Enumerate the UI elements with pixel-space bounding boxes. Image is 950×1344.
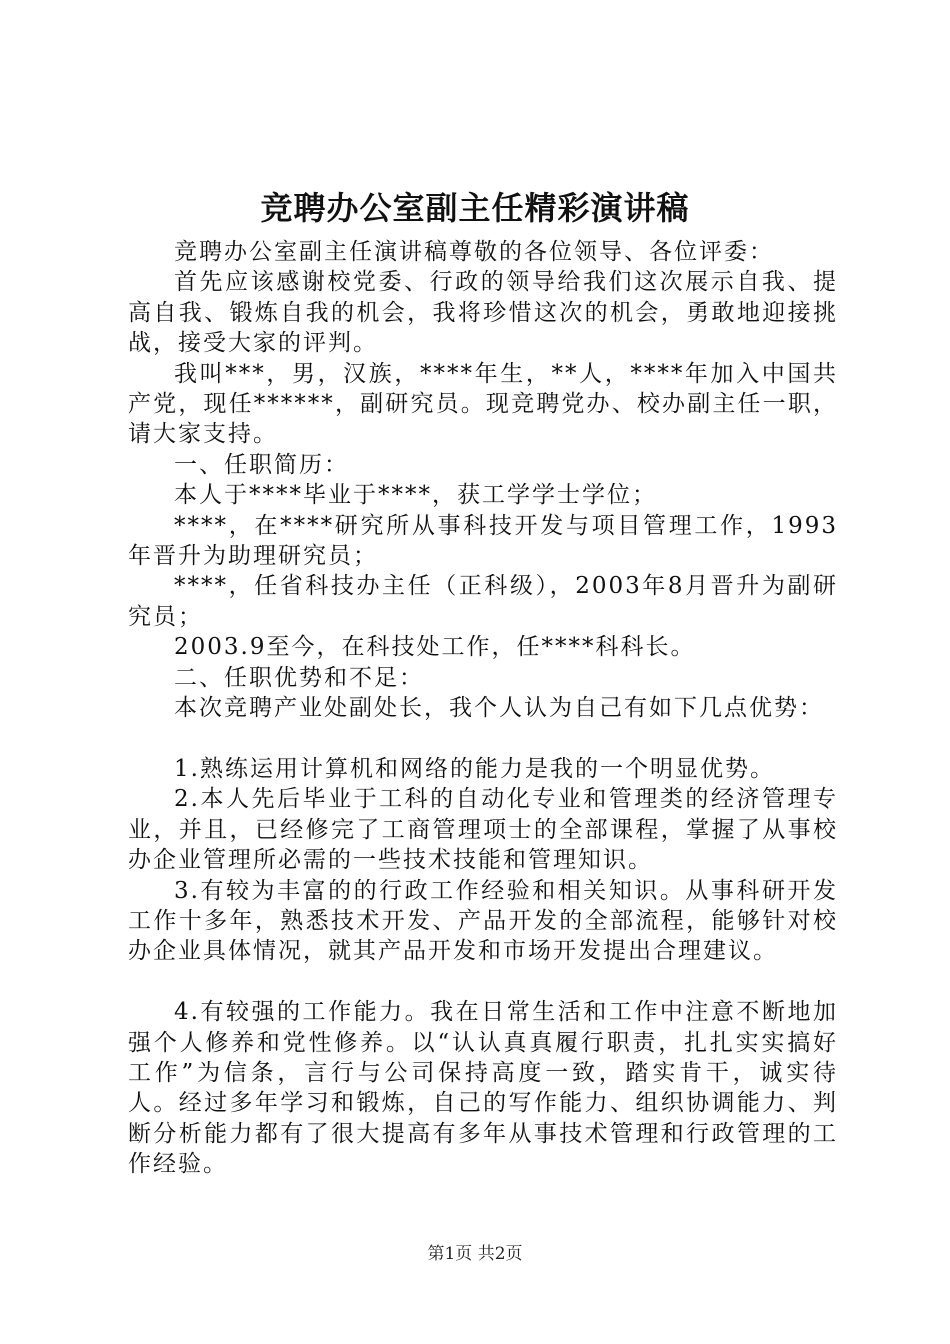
blank-line	[128, 967, 838, 997]
resume-item: ****，在****研究所从事科技开发与项目管理工作，1993年晋升为助理研究员；	[128, 512, 838, 570]
advantage-item: 3.有较为丰富的的行政工作经验和相关知识。从事科研开发工作十多年，熟悉技术开发、产品开发的全部流程，能够针对校办企业具体情况，就其产品开发和市场开发提出合理建议。	[128, 877, 838, 965]
resume-item: 2003.9至今，在科技处工作，任****科科长。	[174, 634, 696, 661]
opening-paragraph: 首先应该感谢校党委、行政的领导给我们这次展示自我、提高自我、锻炼自我的机会，我将珍惜这次的机会，勇敢地迎接挑战，接受大家的评判。	[128, 269, 838, 357]
advantage-item: 4.有较强的工作能力。我在日常生活和工作中注意不断地加强个人修养和党性修养。以“认认真真履行职责，扎扎实实搞好工作”为信条，言行与公司保持高度一致，踏实肯干，诚实待人。经过多年学习和锻炼，自己的写作能力、组织协调能力、判断分析能力都有了很大提高有多年从事技术管理和行政管理的工作经验。	[128, 999, 838, 1178]
salutation-paragraph: 竞聘办公室副主任演讲稿尊敬的各位领导、各位评委：	[174, 239, 774, 265]
resume-item: 本人于****毕业于****，获工学学士学位；	[174, 482, 657, 509]
page-number-footer: 第1页 共2页	[427, 1244, 523, 1264]
resume-item: ****，任省科技办主任（正科级），2003年8月晋升为副研究员；	[128, 573, 838, 630]
advantage-item: 2.本人先后毕业于工科的自动化专业和管理类的经济管理专业，并且，已经修完了工商管理项士的全部课程，掌握了从事校办企业管理所必需的一些技术技能和管理知识。	[128, 786, 838, 874]
document-body	[128, 237, 838, 1180]
section-heading-advantages: 二、任职优势和不足：	[174, 664, 424, 691]
advantage-item: 1.熟练运用计算机和网络的能力是我的一个明显优势。	[174, 755, 775, 782]
blank-line	[128, 724, 838, 754]
document-title: 竞聘办公室副主任精彩演讲稿	[260, 189, 690, 227]
advantages-intro-paragraph: 本次竞聘产业处副处长，我个人认为自己有如下几点优势：	[174, 695, 824, 722]
section-heading-resume: 一、任职简历：	[174, 451, 349, 478]
self-introduction-paragraph: 我叫***，男，汉族，****年生，**人，****年加入中国共产党，现任******，副研究员。现竞聘党办、校办副主任一职，请大家支持。	[128, 360, 838, 448]
